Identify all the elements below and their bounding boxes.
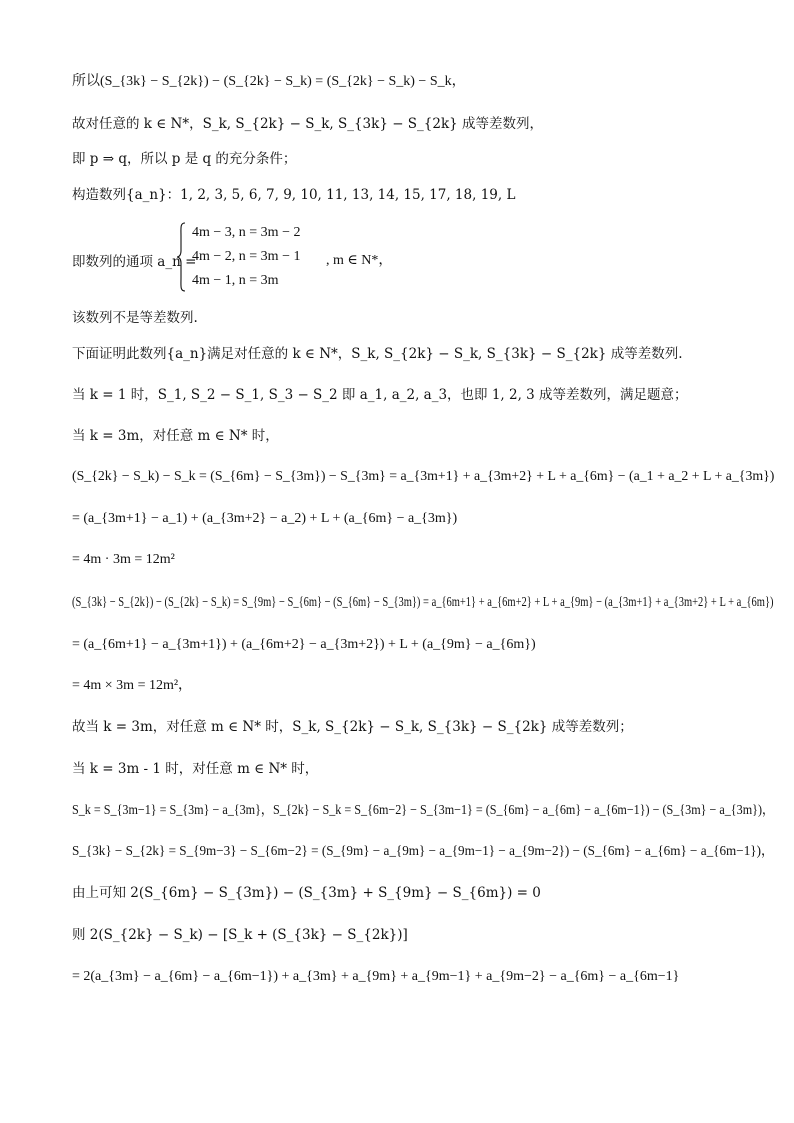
text-line: (S_{2k} − S_k) − S_k = (S_{6m} − S_{3m}) − S_{3m} = a_{3m+1} + a_{3m+2} + L + a_{6m} − (a_1 + a_2 + L + a_{3m})	[72, 469, 775, 484]
text-line: = (a_{6m+1} − a_{3m+1}) + (a_{6m+2} − a_{3m+2}) + L + (a_{9m} − a_{6m})	[72, 637, 536, 652]
text-line: = 2(a_{3m} − a_{6m} − a_{6m−1}) + a_{3m} + a_{9m} + a_{9m−1} + a_{9m−2} − a_{6m} − a_{6m−1}	[72, 969, 680, 984]
text-line: S_k = S_{3m−1} = S_{3m} − a_{3m}，S_{2k} − S_k = S_{6m−2} − S_{3m−1} = (S_{6m} − a_{6m} − a_{6m−1}) − (S_{3m} − a_{3m})，	[72, 803, 775, 818]
text-line: = 4m × 3m = 12m²，	[72, 678, 193, 693]
piecewise-tail: , m ∈ N*，	[326, 253, 393, 268]
text-line: 故对任意的 k ∈ N*，S_k, S_{2k} − S_k, S_{3k} − S_{2k} 成等差数列，	[72, 116, 544, 132]
text-line: (S_{3k} − S_{2k}) − (S_{2k} − S_k) = S_{9m} − S_{6m} − (S_{6m} − S_{3m}) = a_{6m+1} + a_{6m+2} + L + a_{9m} − (a_{3m+1} + a_{3m+2} + L + a_{6m})	[72, 595, 774, 610]
text-line: = (a_{3m+1} − a_1) + (a_{3m+2} − a_2) + L + (a_{6m} − a_{3m})	[72, 511, 458, 526]
piecewise-case: 4m − 2, n = 3m − 1	[192, 249, 301, 264]
text-line: 即 p ⇒ q，所以 p 是 q 的充分条件；	[72, 151, 297, 167]
text-line: 构造数列{a_n}：1, 2, 3, 5, 6, 7, 9, 10, 11, 13, 14, 15, 17, 18, 19, L	[72, 187, 516, 203]
text-line: 当 k = 3m - 1 时，对任意 m ∈ N* 时，	[72, 761, 319, 777]
text-line: 故当 k = 3m，对任意 m ∈ N* 时，S_k, S_{2k} − S_k, S_{3k} − S_{2k} 成等差数列；	[72, 719, 633, 735]
text-line: 所以(S_{3k} − S_{2k}) − (S_{2k} − S_k) = (S_{2k} − S_k) − S_k，	[72, 74, 466, 89]
piecewise-label: 即数列的通项 a_n =	[72, 254, 197, 270]
text-line: 该数列不是等差数列.	[72, 310, 198, 326]
text-line: 当 k = 3m，对任意 m ∈ N* 时，	[72, 428, 279, 444]
text-line: 由上可知 2(S_{6m} − S_{3m}) − (S_{3m} + S_{9m} − S_{6m}) = 0	[72, 885, 541, 901]
text-line: S_{3k} − S_{2k} = S_{9m−3} − S_{6m−2} = (S_{9m} − a_{9m} − a_{9m−1} − a_{9m−2}) − (S_{6m} − a_{6m} − a_{6m−1})，	[72, 844, 775, 859]
text-line: 则 2(S_{2k} − S_k) − [S_k + (S_{3k} − S_{2k})]	[72, 927, 408, 943]
piecewise-case: 4m − 1, n = 3m	[192, 273, 279, 288]
left-brace-icon	[176, 222, 186, 292]
text-line: = 4m · 3m = 12m²	[72, 552, 175, 567]
text-line: 下面证明此数列{a_n}满足对任意的 k ∈ N*，S_k, S_{2k} − S_k, S_{3k} − S_{2k} 成等差数列.	[72, 346, 683, 362]
text-line: 当 k = 1 时，S_1, S_2 − S_1, S_3 − S_2 即 a_1, a_2, a_3，也即 1, 2, 3 成等差数列，满足题意；	[72, 387, 688, 403]
piecewise-formula	[72, 222, 432, 294]
piecewise-case: 4m − 3, n = 3m − 2	[192, 225, 301, 240]
